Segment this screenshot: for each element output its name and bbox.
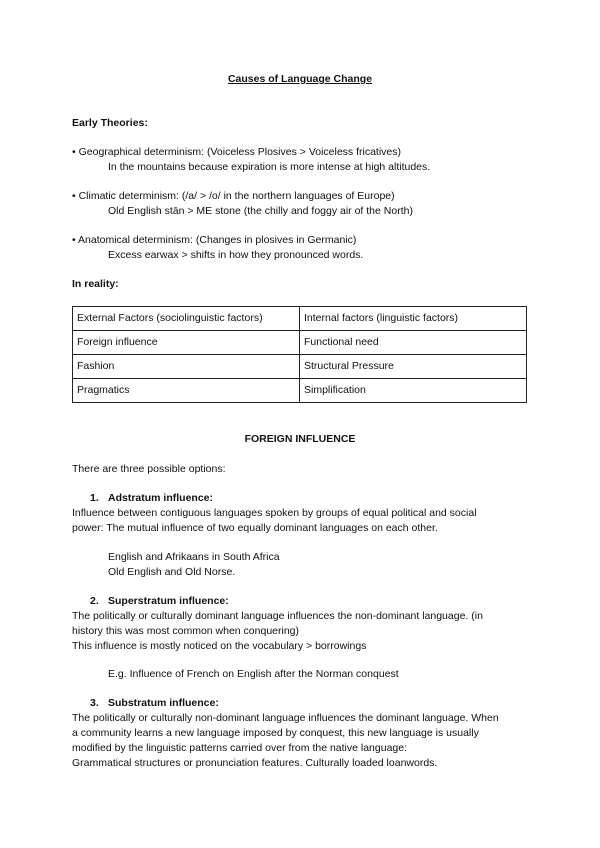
section-number: 1. xyxy=(90,492,99,504)
substratum-body-line: a community learns a new language imposed by conquest, this new language is usually xyxy=(72,727,479,739)
table-cell: Functional need xyxy=(300,331,527,355)
table-cell: Internal factors (linguistic factors) xyxy=(300,307,527,331)
theory-climatic: • Climatic determinism: (/a/ > /o/ in the northern languages of Europe) xyxy=(72,190,395,202)
table-cell: Pragmatics xyxy=(73,379,300,403)
table-row xyxy=(73,307,527,331)
superstratum-body-line: The politically or culturally dominant language influences the non-dominant language. (in xyxy=(72,610,483,622)
table-cell: Simplification xyxy=(300,379,527,403)
adstratum-example: Old English and Old Norse. xyxy=(108,566,236,578)
theory-anatomical: • Anatomical determinism: (Changes in plosives in Germanic) xyxy=(72,234,357,246)
foreign-intro: There are three possible options: xyxy=(72,463,226,475)
table-row xyxy=(73,331,527,355)
table-row xyxy=(73,379,527,403)
substratum-body-line: The politically or culturally non-dominant language influences the dominant language. When xyxy=(72,712,499,724)
section-number: 2. xyxy=(90,595,99,607)
substratum-body-line: modified by the linguistic patterns carried over from the native language: xyxy=(72,742,408,754)
adstratum-body-line: Influence between contiguous languages spoken by groups of equal political and social xyxy=(72,507,477,519)
substratum-body-line: Grammatical structures or pronunciation features. Culturally loaded loanwords. xyxy=(72,757,438,769)
table-cell: Foreign influence xyxy=(73,331,300,355)
superstratum-body-line: This influence is mostly noticed on the vocabulary > borrowings xyxy=(72,640,367,652)
page-title: Causes of Language Change xyxy=(227,73,373,85)
table-cell: External Factors (sociolinguistic factors) xyxy=(73,307,300,331)
in-reality-heading: In reality: xyxy=(72,278,119,290)
theory-geographical: • Geographical determinism: (Voiceless Plosives > Voiceless fricatives) xyxy=(72,146,402,158)
substratum-heading: Substratum influence: xyxy=(108,697,219,709)
adstratum-body-line: power: The mutual influence of two equally dominant languages on each other. xyxy=(72,522,438,534)
theory-anatomical-detail: Excess earwax > shifts in how they pronounced words. xyxy=(108,249,364,261)
adstratum-heading: Adstratum influence: xyxy=(108,492,214,504)
factors-table xyxy=(72,306,527,403)
superstratum-heading: Superstratum influence: xyxy=(108,595,229,607)
superstratum-example: E.g. Influence of French on English after the Norman conquest xyxy=(108,668,399,680)
table-cell: Fashion xyxy=(73,355,300,379)
section-number: 3. xyxy=(90,697,99,709)
early-theories-heading: Early Theories: xyxy=(72,117,148,129)
superstratum-body-line: history this was most common when conquering) xyxy=(72,625,300,637)
theory-geographical-detail: In the mountains because expiration is more intense at high altitudes. xyxy=(108,161,431,173)
adstratum-example: English and Afrikaans in South Africa xyxy=(108,551,280,563)
table-cell: Structural Pressure xyxy=(300,355,527,379)
foreign-influence-heading: FOREIGN INFLUENCE xyxy=(244,433,356,445)
table-row xyxy=(73,355,527,379)
theory-climatic-detail: Old English stān > ME stone (the chilly and foggy air of the North) xyxy=(108,205,413,217)
